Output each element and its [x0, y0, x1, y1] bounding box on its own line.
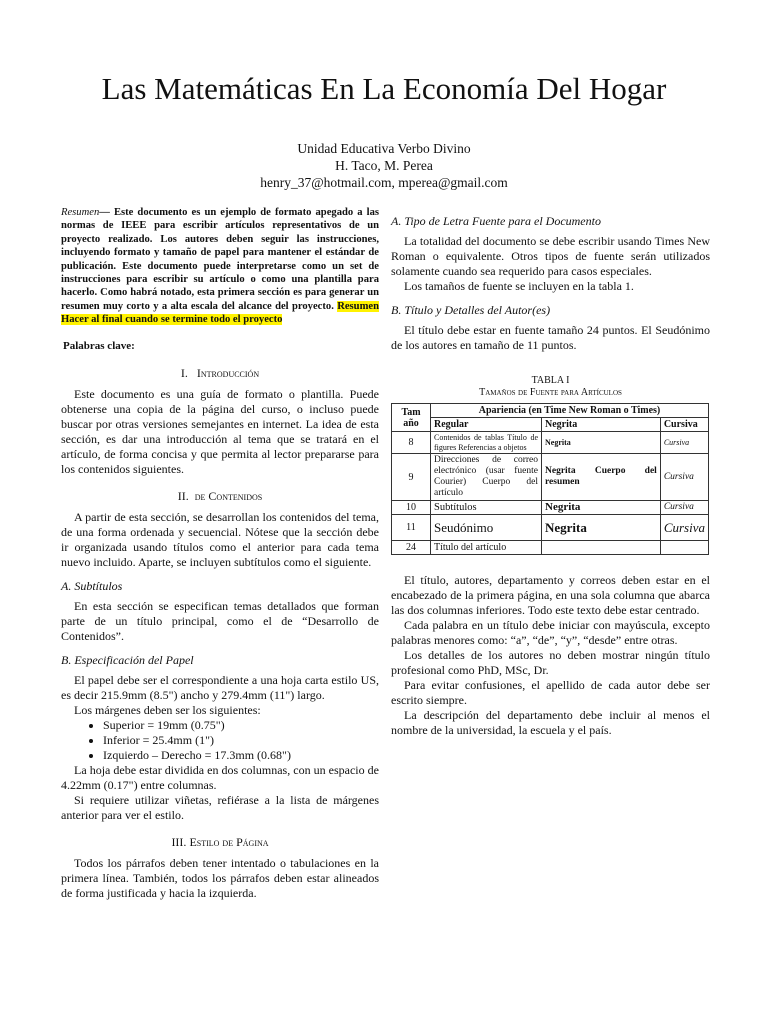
table-caption: TABLA I	[531, 375, 570, 386]
paragraph-titulo-autores: El título debe estar en fuente tamaño 24 puntos. El Seudónimo de los autores en tamaño de 11 puntos.	[391, 323, 710, 352]
author-emails: henry_37@hotmail.com, mperea@gmail.com	[260, 175, 508, 190]
header-bold: Negrita	[542, 418, 661, 432]
header-appearance: Apariencia (en Time New Roman o Times)	[431, 404, 709, 418]
table-row: 9 Direcciones de correo electrónico (usar fuente Courier) Cuerpo del artículo Negrita Cuerpo del resumen Cursiva	[392, 454, 709, 501]
abstract-dash: —	[99, 207, 114, 218]
paragraph-tipo-letra-1: La totalidad del documento se debe escribir usando Times New Roman o equivalente. Otros tipos de fuente serán utilizados solamente cuando sea requerido para casos especiales.	[391, 234, 710, 278]
paragraph-papel-3: La hoja debe estar dividida en dos columnas, con un espacio de 4.22mm (0.17") entre columnas.	[61, 762, 379, 792]
section-heading-contenidos: II. de Contenidos	[177, 488, 263, 503]
table-row: 8 Contenidos de tablas Título de figures Referencias a objetos Negrita Cursiva	[392, 432, 709, 454]
paragraph-encabezado: El título, autores, departamento y correos deben estar en el encabezado de la primera página, en una sola columna que abarca las dos columnas inferiores. Todo este texto debe estar centrado.	[391, 573, 710, 617]
paragraph-papel-4: Si requiere utilizar viñetas, refiérase a la lista de márgenes anterior para ver el estilo.	[61, 792, 379, 822]
subheading-subtitulos: A. Subtítulos	[61, 578, 123, 593]
table-header-row	[392, 404, 709, 418]
subheading-titulo-autores: B. Título y Detalles del Autor(es)	[391, 303, 551, 317]
paragraph-titulo-profesional: Los detalles de los autores no deben mostrar ningún título profesional como PhD, MSc, Dr.	[391, 648, 710, 677]
paragraph-estilo: Todos los párrafos deben tener intentado o tabulaciones en la primera línea. También, todos los párrafos deben estar alineados de forma justificada y hacia la izquierda.	[61, 855, 379, 900]
right-column	[391, 206, 710, 738]
list-item: • Izquierdo – Derecho = 17.3mm (0.68")	[103, 748, 379, 763]
abstract	[61, 206, 379, 327]
paragraph-introduccion: Este documento es una guía de formato o plantilla. Puede obtenerse una copia de la página del curso, o incluso puede buscar por otras versiones semejantes en internet. La idea de esta sección, es dar una introducción al tema que se tratará en el artículo, de forma concisa y que permita al lector prepararse para los contenidos siguientes.	[61, 386, 379, 476]
paragraph-contenidos: A partir de esta sección, se desarrollan los contenidos del tema, de una forma ordenada y secuencial. Nótese que la sección debe ir organizada usando títulos como el anterior para cada tema nuevo incluido. Aparte, se incluyen subtítulos como el siguiente.	[61, 509, 379, 569]
abstract-text: Este documento es un ejemplo de formato apegado a las normas de IEEE para escribir artículos representativos de un proyecto realizado. Los autores deben seguir las instrucciones, incluyendo formato y tamaño de papel para mantener el estándar de publicación. Este documento puede interpretarse como un set de instrucciones para escribir su artículo o como una plantilla para hacerlo. Como habrá notado, esta primera sección es para generar un resumen muy corto y a alta escala del alcance del proyecto.	[61, 207, 379, 312]
list-item: • Inferior = 25.4mm (1")	[103, 733, 379, 748]
margins-list	[61, 718, 379, 763]
paragraph-tipo-letra-2: Los tamaños de fuente se incluyen en la tabla 1.	[404, 279, 634, 293]
abstract-highlight: Resumen Hacer al final cuando se termine todo el proyecto	[61, 300, 379, 326]
keywords-label: Palabras clave:	[63, 339, 135, 352]
paragraph-subtitulos: En esta sección se especifican temas detallados que forman parte de un título principal, como el de “Desarrollo de Contenidos”.	[61, 598, 379, 643]
left-column	[61, 206, 379, 901]
paragraph-departamento: La descripción del departamento debe incluir al menos el nombre de la universidad, la escuela y el país.	[391, 708, 710, 737]
table-row: 10 Subtítulos Negrita Cursiva	[392, 501, 709, 515]
paper-title: Las Matemáticas En La Economía Del Hogar	[101, 71, 667, 106]
paragraph-papel-2: Los márgenes deben ser los siguientes:	[74, 702, 261, 717]
paragraph-papel-1: El papel debe ser el correspondiente a una hoja carta estilo US, es decir 215.9mm (8.5") ancho y 279.4mm (11") largo.	[61, 672, 379, 702]
paragraph-mayuscula: Cada palabra en un título debe iniciar con mayúscula, excepto palabras menores como: “a”, “de”, “y”, “desde” entre otras.	[391, 618, 710, 647]
subheading-papel: B. Especificación del Papel	[61, 652, 194, 667]
paragraph-apellido: Para evitar confusiones, el apellido de cada autor debe ser escrito siempre.	[391, 678, 710, 707]
header-size: Tam año	[392, 404, 431, 432]
table-subheader-row	[392, 418, 709, 432]
author-block	[100, 140, 668, 191]
table-row: 11 Seudónimo Negrita Cursiva	[392, 515, 709, 541]
table-title: Tamaños de Fuente para Artículos	[479, 387, 622, 398]
section-heading-estilo: III. Estilo de Página	[171, 834, 269, 849]
abstract-label: Resumen	[61, 207, 100, 218]
author-institution: Unidad Educativa Verbo Divino	[297, 141, 471, 156]
font-size-table	[391, 403, 709, 555]
subheading-tipo-letra: A. Tipo de Letra Fuente para el Documento	[391, 214, 601, 228]
author-names: H. Taco, M. Perea	[335, 158, 433, 173]
list-item: • Superior = 19mm (0.75")	[103, 718, 379, 733]
section-heading-introduccion: I. Introducción	[180, 365, 260, 380]
table-row: 24 Título del artículo	[392, 541, 709, 555]
header-italic: Cursiva	[660, 418, 708, 432]
header-regular: Regular	[431, 418, 542, 432]
